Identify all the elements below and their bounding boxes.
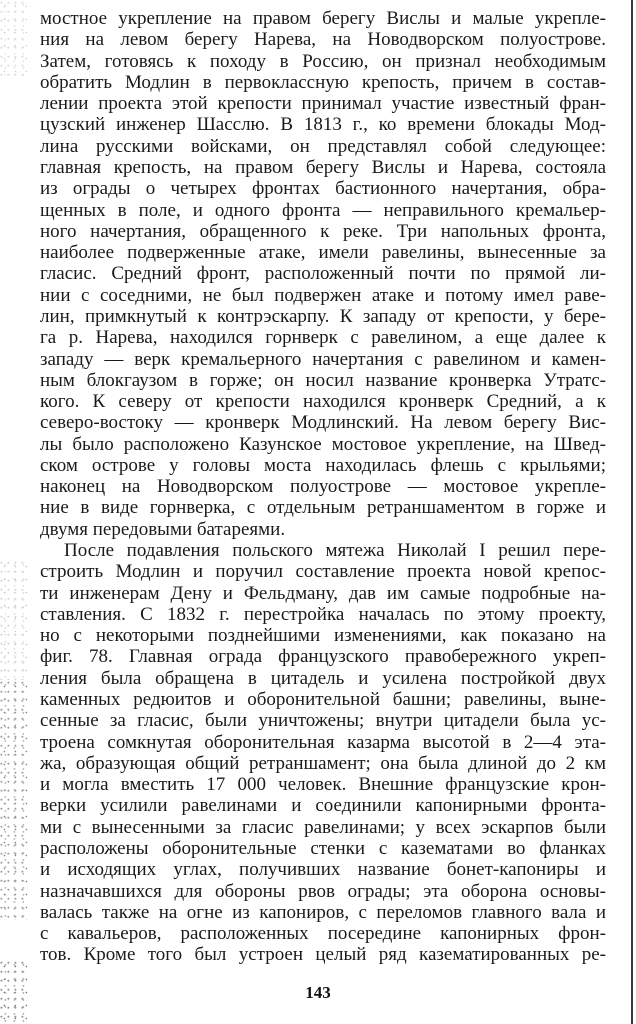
text-line: ском острове у головы моста находилась флешь с крыльями; bbox=[40, 454, 606, 476]
text-line: ного начертания, обращенного к реке. Три напольных фронта, bbox=[40, 220, 606, 242]
text-line: наконец на Новодворском полуострове — мостовое укрепле- bbox=[40, 476, 606, 498]
text-line: гласис. Средний фронт, расположенный почти по прямой ли- bbox=[40, 263, 606, 285]
text-line: ставления. С 1832 г. перестройка началась по этому проекту, bbox=[40, 603, 606, 625]
text-line: и исходящих углах, получивших название бонет-капониры и bbox=[40, 859, 606, 881]
text-line: тов. Кроме того был устроен целый ряд казематированных ре- bbox=[40, 944, 606, 966]
text-line: лина русскими войсками, он представлял собой следующее: bbox=[40, 135, 606, 157]
text-line: но с некоторыми позднейшими изменениями, как показано на bbox=[40, 625, 606, 647]
text-line: западу — верк кремальерного начертания с равелином и камен- bbox=[40, 348, 606, 370]
text-line: ным блокгаузом в горже; он носил название кронверка Утратс- bbox=[40, 369, 606, 391]
text-line: га р. Нарева, находился горнверк с равелином, а еще далее к bbox=[40, 327, 606, 349]
text-line: валась также на огне из капониров, с переломов главного вала и bbox=[40, 901, 606, 923]
text-line: двумя передовыми батареями. bbox=[40, 518, 286, 540]
scan-noise bbox=[0, 560, 28, 680]
text-line: каменных редюитов и оборонительной башни; равелины, выне- bbox=[40, 689, 606, 710]
paragraph-start-line: После подавления польского мятежа Николай I решил пере- bbox=[64, 540, 606, 562]
text-line: расположены оборонительные стенки с казематами во фланках bbox=[40, 837, 606, 859]
text-line: щенных в поле, и одного фронта — неправильного кремальер- bbox=[40, 199, 606, 221]
text-line: главная крепость, на правом берегу Вислы и Нарева, состояла bbox=[40, 156, 606, 178]
text-line: и могла вместить 17 000 человек. Внешние французские крон- bbox=[40, 774, 606, 796]
text-line: ния на левом берегу Нарева, на Новодворском полуострове. bbox=[40, 29, 606, 51]
text-line: Затем, готовясь к походу в Россию, он признал необходимым bbox=[40, 50, 606, 72]
text-line: с кавальеров, расположенных посередине капонирных фрон- bbox=[40, 923, 606, 945]
text-line: из ограды о четырех фронтах бастионного начертания, обра- bbox=[40, 178, 606, 200]
text-line: назначавшихся для обороны рвов ограды; эта оборона основы- bbox=[40, 880, 606, 902]
text-line: нии с соседними, не был подвержен атаке и потому имел раве- bbox=[40, 284, 606, 306]
text-line: ние в виде горнверка, с отдельным ретраншаментом в горже и bbox=[40, 497, 606, 519]
text-line: сенные за гласис, были уничтожены; внутри цитадели была ус- bbox=[40, 710, 606, 732]
text-line: лы было расположено Казунское мостовое укрепление, на Швед- bbox=[40, 433, 606, 455]
text-line: ления была обращена в цитадель и усилена постройкой двух bbox=[40, 667, 606, 689]
page-edge-line bbox=[631, 0, 633, 1024]
text-line: жа, образующая общий ретраншамент; она была длиной до 2 км bbox=[40, 752, 606, 774]
page-number: 143 bbox=[305, 983, 331, 1002]
text-line: ти инженерам Дену и Фельдману, дав им самые подробные на- bbox=[40, 582, 606, 604]
text-line: обратить Модлин в первоклассную крепость, причем в состав- bbox=[40, 71, 606, 93]
text-line: лении проекта этой крепости принимал участие известный фран- bbox=[40, 93, 606, 115]
text-line: северо-востоку — кронверк Модлинский. На левом берегу Вис- bbox=[40, 412, 606, 434]
text-line: верки усилили равелинами и соединили капонирными фронта- bbox=[40, 795, 606, 817]
text-line: троена сомкнутая оборонительная казарма высотой в 2—4 эта- bbox=[40, 731, 606, 753]
text-line: мостное укрепление на правом берегу Вислы и малые укрепле- bbox=[40, 8, 606, 29]
text-line: кого. К северу от крепости находился кронверк Средний, а к bbox=[40, 391, 606, 413]
text-line: ми с вынесенными за гласис равелинами; у всех эскарпов были bbox=[40, 816, 606, 838]
scan-noise bbox=[0, 680, 28, 920]
text-line: наиболее подверженные атаке, имели равелины, вынесенные за bbox=[40, 242, 606, 264]
text-line: цузский инженер Шасслю. В 1813 г., ко времени блокады Мод- bbox=[40, 114, 606, 136]
text-line: фиг. 78. Главная ограда французского правобережного укреп- bbox=[40, 646, 606, 668]
text-line: строить Модлин и поручил составление проекта новой крепос- bbox=[40, 561, 606, 583]
body-text bbox=[40, 8, 606, 966]
scan-noise bbox=[0, 0, 28, 80]
text-line: лин, примкнутый к контрэскарпу. К западу от крепости, у бере- bbox=[40, 305, 606, 327]
